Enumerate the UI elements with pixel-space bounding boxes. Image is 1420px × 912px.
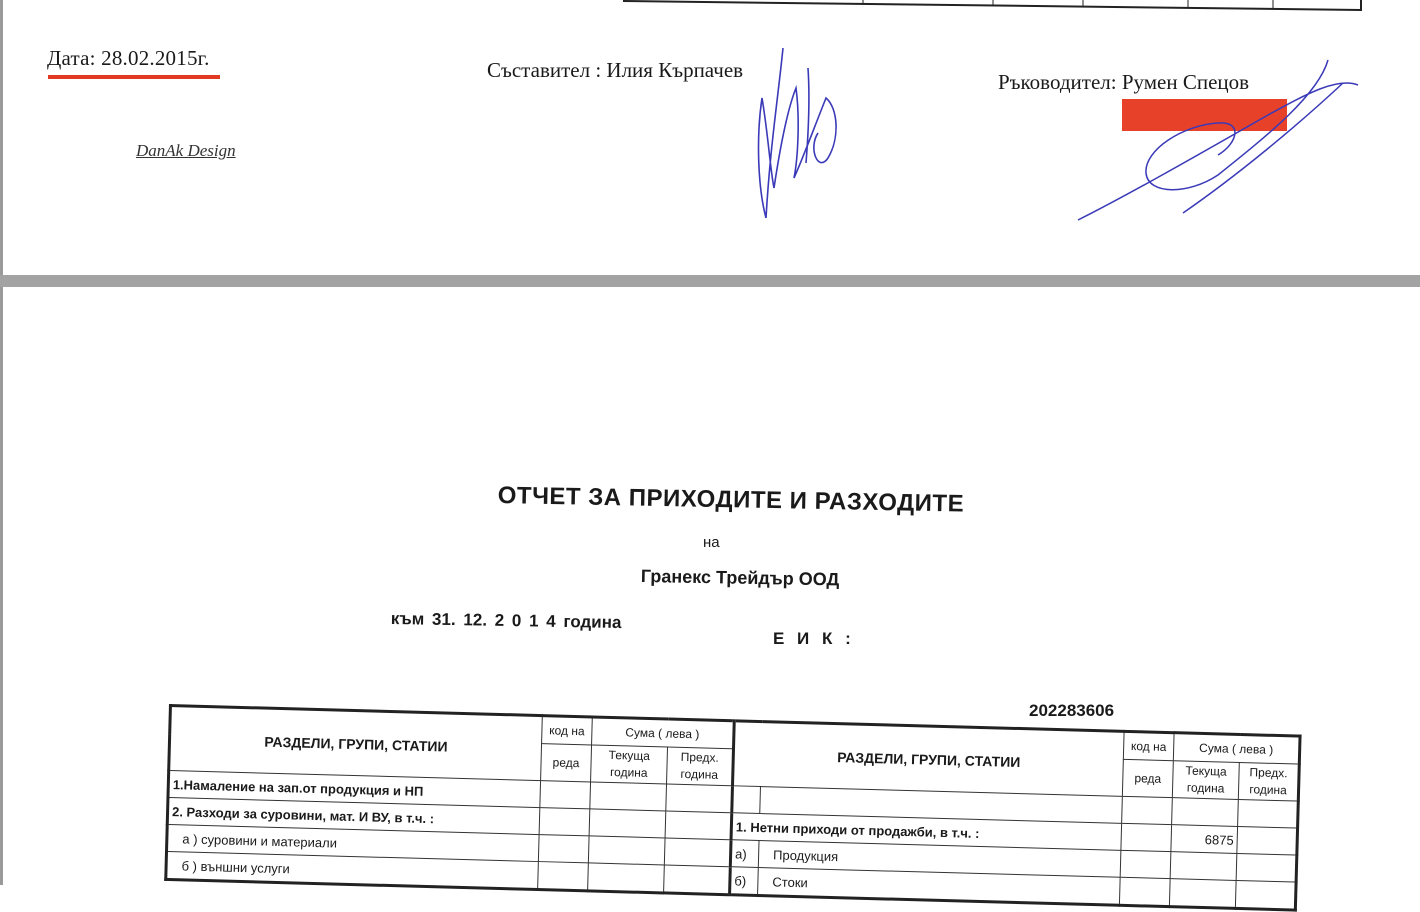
left-row-label: 2. Разходи за суровини, мат. И ВУ, в т.ч. : [167, 798, 540, 835]
left-code-header: код на [542, 716, 593, 745]
left-code-subheader: реда [541, 744, 592, 782]
right-section-header: РАЗДЕЛИ, ГРУПИ, СТАТИИ [732, 721, 1124, 797]
right-row-previous [1238, 799, 1299, 828]
report-period: към 31. 12. 2 0 1 4 година [390, 609, 622, 633]
right-row-marker: а) [730, 840, 759, 868]
report-title: ОТЧЕТ ЗА ПРИХОДИТЕ И РАЗХОДИТЕ [497, 482, 965, 518]
right-row-code [1122, 796, 1173, 824]
left-row-label: 1.Намаление на зап.от продукция и НП [168, 771, 541, 808]
right-row-current [1169, 879, 1236, 909]
income-statement-table [164, 704, 1301, 912]
right-row-current [1170, 852, 1237, 881]
table-header-row [170, 706, 1300, 765]
left-row-code [539, 808, 590, 836]
right-row-code [1121, 823, 1172, 851]
date-highlight-underline [48, 75, 220, 79]
report-page [0, 287, 1420, 890]
right-row-label: Стоки [758, 867, 1121, 905]
right-sum-header: Сума ( лева ) [1173, 733, 1300, 764]
eik-label: Е И К : [773, 629, 855, 648]
left-row-code [538, 862, 589, 891]
right-row-label: 1. Нетни приходи от продажби, в т.ч. : [731, 813, 1122, 851]
page-separator [0, 275, 1420, 287]
left-row-previous [664, 838, 731, 867]
left-current-year-header: Текуща година [591, 745, 668, 784]
right-row-marker [732, 786, 761, 814]
right-row-label: Продукция [758, 841, 1121, 878]
right-row-previous [1236, 853, 1297, 882]
left-row-current [588, 836, 665, 865]
eik-value: 202283606 [1029, 701, 1115, 720]
left-row-code [540, 781, 591, 809]
income-statement-table-wrapper [164, 704, 1301, 912]
left-row-label: б ) външни услуги [166, 851, 539, 889]
report-on-label: на [703, 534, 720, 551]
right-row-code [1120, 850, 1171, 878]
compiler-signature [748, 38, 848, 228]
manager-signature [1068, 55, 1368, 230]
right-previous-year-header: Предх. година [1238, 762, 1299, 801]
right-row-marker: б) [730, 867, 759, 896]
left-row-current [589, 809, 666, 838]
compiler-name: Съставител : Илия Кърпачев [487, 58, 744, 82]
left-row-previous [666, 784, 733, 813]
company-name: Гранекс Трейдър ООД [640, 566, 840, 590]
right-row-previous [1237, 826, 1298, 855]
right-row-code [1119, 877, 1170, 906]
document-date: Дата: 28.02.2015г. [47, 46, 210, 70]
left-section-header: РАЗДЕЛИ, ГРУПИ, СТАТИИ [169, 706, 543, 781]
designer-credit: DanAk Design [136, 141, 236, 160]
left-row-current [588, 863, 665, 893]
right-current-year-header: Текуща година [1172, 761, 1239, 800]
table-bottom-edge [623, 0, 1363, 12]
left-row-code [538, 835, 589, 863]
right-code-header: код на [1123, 731, 1174, 760]
right-code-subheader: реда [1122, 759, 1173, 797]
left-row-current [590, 782, 667, 811]
manager-name: Ръководител: Румен Спецов [998, 70, 1250, 94]
previous-page-fragment [0, 0, 1420, 275]
left-row-previous [664, 865, 731, 895]
left-row-previous [665, 811, 732, 840]
left-row-label: а ) суровини и материали [167, 824, 540, 861]
right-row-current: 6875 [1171, 825, 1238, 854]
right-row-current [1172, 798, 1239, 827]
left-previous-year-header: Предх. година [667, 747, 734, 786]
left-sum-header: Сума ( лева ) [592, 717, 735, 749]
